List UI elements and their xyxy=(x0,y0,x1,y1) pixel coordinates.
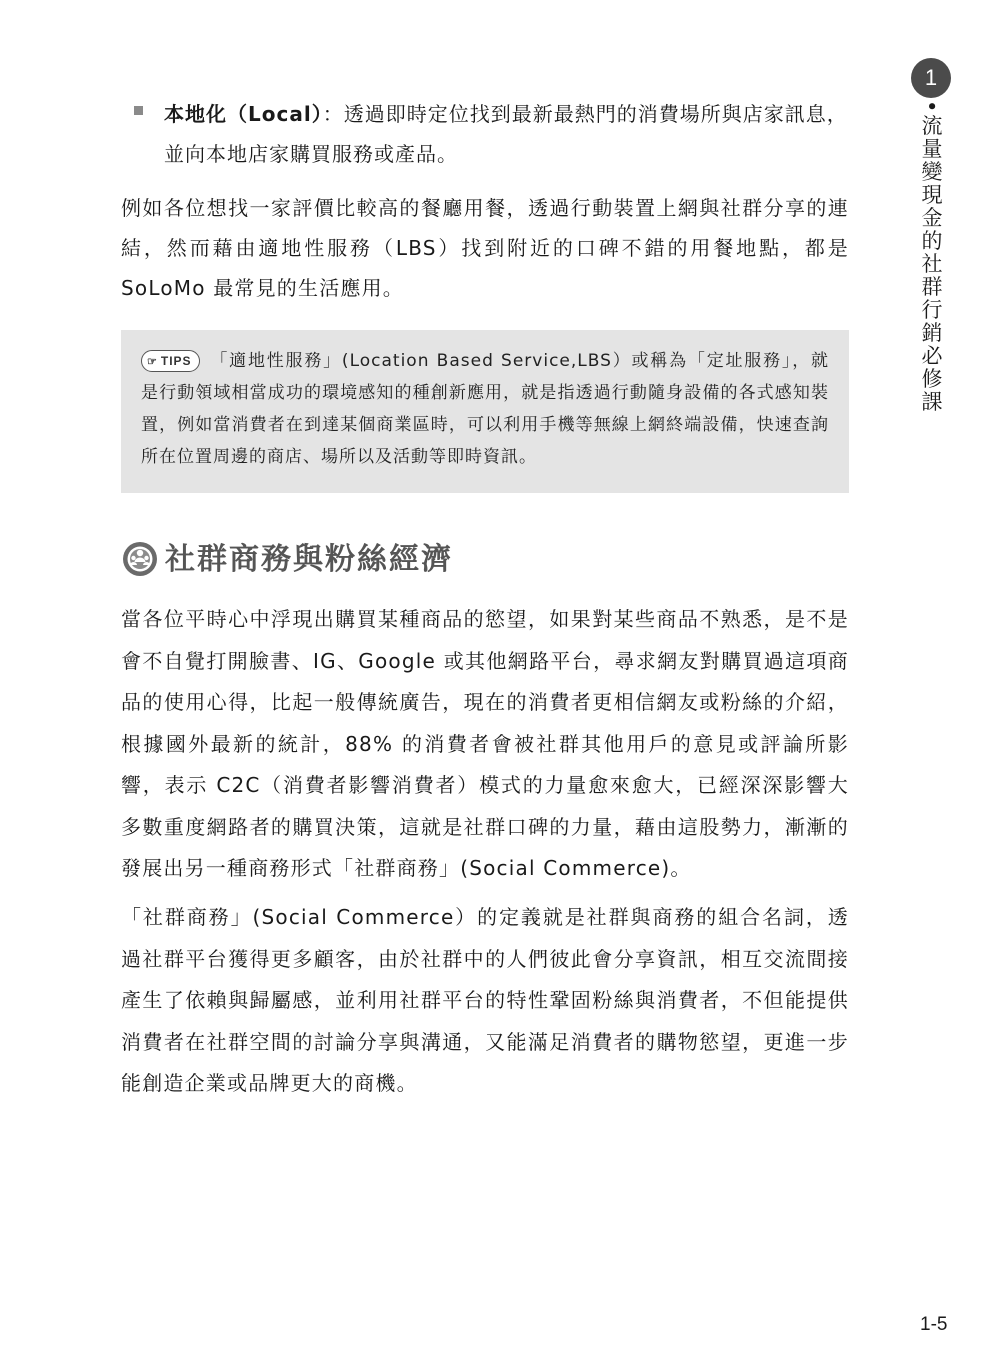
chapter-number-badge: 1 xyxy=(911,58,951,98)
tips-badge-label: TIPS xyxy=(160,354,192,368)
tips-text: 「適地性服務」(Location Based Service,LBS）或稱為「定址服務」，就是行動領域相當成功的環境感知的種創新應用，就是指透過行動隨身設備的各式感知裝置，例如當消費者在到達某個商業區時，可以利用手機等無線上網終端設備，快速查詢所在位置周邊的商店、場所以及活動等即時資訊。 xyxy=(141,351,829,467)
bullet-item-local xyxy=(134,94,850,174)
bullet-term: 本地化（Local） xyxy=(164,102,323,126)
paragraph-lbs-example: 例如各位想找一家評價比較高的餐廳用餐，透過行動裝置上網與社群分享的連結，然而藉由適地性服務（LBS）找到附近的口碑不錯的用餐地點，都是 SoLoMo 最常見的生活應用。 xyxy=(121,196,849,300)
square-bullet-icon xyxy=(134,106,143,115)
tips-box xyxy=(121,330,849,493)
paragraph-social-influence: 當各位平時心中浮現出購買某種商品的慾望，如果對某些商品不熟悉，是不是會不自覺打開臉書、IG、Google 或其他網路平台，尋求網友對購買過這項商品的使用心得，比起一般傳統廣告，現在的消費者更相信網友或粉絲的介紹，根據國外最新的統計，88% 的消費者會被社群其他用戶的意見或評論所影響，表示 C2C（消費者影響消費者）模式的力量愈來愈大，已經深深影響大多數重度網路者的購買決策，這就是社群口碑的力量，藉由這股勢力，漸漸的發展出另一種商務形式「社群商務」(Social Commerce)。 xyxy=(121,607,849,880)
section-title: 社群商務與粉絲經濟 xyxy=(165,542,453,577)
chapter-title: •流量變現金的社群行銷必修課 xyxy=(919,100,943,414)
bullet-text xyxy=(164,94,850,174)
pointing-hand-icon: ☞ xyxy=(147,356,158,368)
paragraph-social-commerce-definition: 「社群商務」(Social Commerce）的定義就是社群與商務的組合名詞，透過社群平台獲得更多顧客，由於社群中的人們彼此會分享資訊，相互交流間接產生了依賴與歸屬感，並利用社群平台的特性鞏固粉絲與消費者，不但能提供消費者在社群空間的討論分享與溝通，又能滿足消費者的購物慾望，更進一步能創造企業或品牌更大的商機。 xyxy=(121,905,849,1095)
tips-content xyxy=(141,345,829,473)
bullet-description: ：透過即時定位找到最新最熱門的消費場所與店家訊息，並向本地店家購買服務或產品。 xyxy=(164,102,848,166)
globe-people-icon xyxy=(121,540,159,578)
page-number: 1-5 xyxy=(920,1314,948,1335)
tips-badge xyxy=(141,350,200,372)
